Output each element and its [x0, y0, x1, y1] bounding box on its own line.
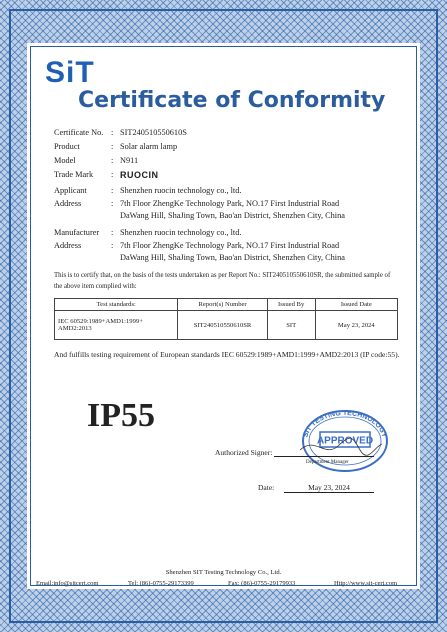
stamp-top-text: SIT TESTING TECHNOLOGY — [302, 409, 388, 439]
column-header: Issued By — [267, 299, 315, 311]
field-value: SIT240510550610S — [120, 128, 187, 137]
footer-email: Email:info@sitcert.com — [36, 580, 99, 587]
trade-mark-logo: RUOCIN — [120, 170, 159, 180]
field-value: 7th Floor ZhengKe Technology Park, NO.17 First Industrial Road — [120, 199, 340, 208]
field-value: Solar alarm lamp — [120, 142, 178, 151]
table-cell: IEC 60529:1989+AMD1:1999+ AMD2:2013 — [55, 311, 178, 340]
footer-tel: Tel: (86)-0755-29173399 — [128, 580, 194, 587]
field-label: Certificate No. — [54, 128, 104, 137]
table-row — [55, 311, 398, 340]
field-value: Shenzhen ruocin technology co., ltd. — [120, 186, 242, 195]
column-header: Report(s) Number — [178, 299, 267, 311]
footer-web: Http://www.sit-cert.com — [334, 580, 398, 587]
results-table — [54, 298, 398, 340]
column-header: Test standards: — [55, 299, 178, 311]
sit-logo: SiT — [45, 56, 95, 89]
field-value: 7th Floor ZhengKe Technology Park, NO.17 First Industrial Road — [120, 241, 340, 250]
field-value: DaWang Hill, ShaJing Town, Bao'an District, Shenzhen City, China — [120, 253, 345, 262]
field-value: N911 — [120, 156, 139, 165]
field-label: Trade Mark — [54, 170, 94, 179]
table-cell: SIT — [267, 311, 315, 340]
field-value: Shenzhen ruocin technology co., ltd. — [120, 228, 242, 237]
field-label: Address — [54, 199, 82, 208]
field-label: Applicant — [54, 186, 87, 195]
ip-rating: IP55 — [87, 397, 155, 434]
authorized-signer-label: Authorized Signer: — [215, 448, 273, 457]
approved-stamp — [290, 406, 390, 476]
table-cell: May 23, 2024 — [315, 311, 397, 340]
signature-line — [274, 456, 374, 457]
fulfills-statement: And fulfills testing requirement of European standards IEC 60529:1989+AMD1:1999+AMD2:2013 (IP code:55). — [54, 350, 400, 359]
table-header-row — [55, 299, 398, 311]
date-label: Date: — [258, 483, 275, 492]
signer-title: Department Manager — [306, 460, 349, 465]
certificate-title: Certificate of Conformity — [78, 88, 386, 113]
field-label: Address — [54, 241, 82, 250]
table-cell: SIT240510550610SR — [178, 311, 267, 340]
footer-company: Shenzhen SIT Testing Technology Co., Ltd. — [165, 569, 282, 576]
stamp-center-text: APPROVED — [316, 435, 374, 447]
field-label: Manufacturer — [54, 228, 100, 237]
field-label: Product — [54, 142, 80, 151]
field-label: Model — [54, 156, 76, 165]
footer-fax: Fax: (86)-0755-29179933 — [228, 580, 296, 587]
date-value: May 23, 2024 — [284, 483, 374, 493]
field-value: DaWang Hill, ShaJing Town, Bao'an District, Shenzhen City, China — [120, 211, 345, 220]
certification-statement: This is to certify that, on the basis of the tests undertaken as per Report No.: SIT240510550610SR, the submitted sample of the above item complied with: — [54, 272, 391, 290]
column-header: Issued Date — [315, 299, 397, 311]
